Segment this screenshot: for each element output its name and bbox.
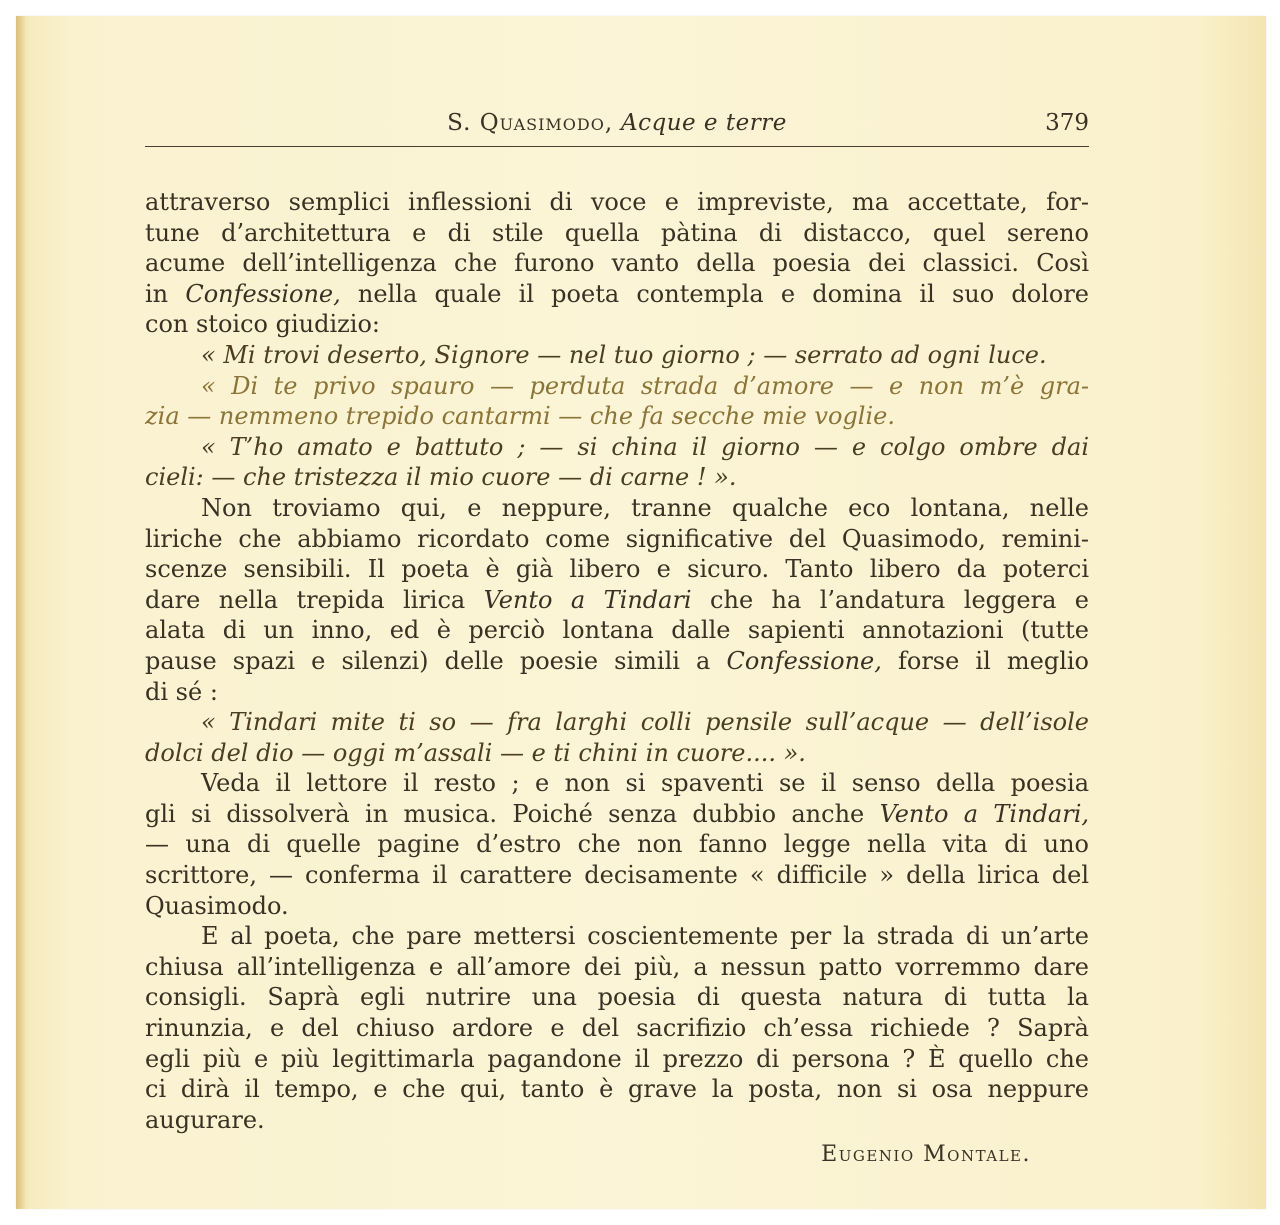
text-line: Non troviamo qui, e neppure, tranne qualche eco lontana, nelle (201, 493, 1089, 522)
author-signature: Eugenio Montale. (821, 1142, 1031, 1167)
work-title-vento-a-tindari: Vento a Tindari, (879, 799, 1089, 828)
text-run: gli si dissolverà in musica. Poiché senza dubbio anche (145, 799, 880, 828)
text-line: chiusa all’intelligenza e all’amore dei più, a nessun patto vorremmo dare (145, 952, 1089, 981)
text-run: pause spazi e silenzi) delle poesie simili a (145, 646, 727, 675)
text-line: augurare. (145, 1105, 265, 1134)
text-line: con stoico giudizio: (145, 310, 380, 339)
verse-line: dolci del dio — oggi m’assali — e ti chini in cuore.... ». (145, 738, 806, 767)
text-line: attraverso semplici inflessioni di voce e impreviste, ma accettate, for- (145, 188, 1089, 216)
text-line: consigli. Saprà egli nutrire una poesia di questa natura di tutta la (145, 983, 1089, 1012)
text-line: — una di quelle pagine d’estro che non fanno legge nella vita di uno (145, 830, 1089, 859)
text-line: Veda il lettore il resto ; e non si spaventi se il senso della poesia (201, 769, 1089, 798)
text-run: che ha l’andatura leggera e (691, 585, 1089, 614)
text-line: tune d’architettura e di stile quella pàtina di distacco, quel sereno (145, 218, 1089, 247)
running-work-title: Acque e terre (620, 110, 787, 136)
text-run: dare nella trepida lirica (145, 585, 484, 614)
text-run: forse il meglio (881, 646, 1090, 675)
text-line: alata di un inno, ed è perciò lontana dalle sapienti annotazioni (tutte (145, 616, 1089, 645)
text-line: scenze sensibili. Il poeta è già libero e sicuro. Tanto libero da poterci (145, 555, 1089, 584)
text-line: acume dell’intelligenza che furono vanto della poesia dei classici. Così (145, 249, 1089, 278)
verse-line: « Tindari mite ti so — fra larghi colli pensile sull’acque — dell’isole (201, 708, 1089, 737)
text-run: in (145, 279, 186, 308)
text-line: ci dirà il tempo, e che qui, tanto è grave la posta, non si osa neppure (145, 1075, 1089, 1104)
verse-line: « Di te privo spauro — perduta strada d’amore — e non m’è gra- (201, 371, 1089, 400)
work-title-confessione: Confessione, (726, 646, 882, 675)
work-title-confessione: Confessione, (185, 279, 341, 308)
text-line: di sé : (145, 677, 218, 706)
text-line (145, 799, 1089, 830)
running-head (145, 100, 1089, 147)
text-line: E al poeta, che pare mettersi coscientemente per la strada di un’arte (201, 922, 1089, 951)
text-run: nella quale il poeta contempla e domina il suo dolore (340, 279, 1089, 308)
text-line: rinunzia, e del chiuso ardore e del sacrifizio ch’essa richiede ? Saprà (145, 1014, 1089, 1043)
book-page (145, 100, 1090, 1167)
verse-line: « Mi trovi deserto, Signore — nel tuo giorno ; — serrato ad ogni luce. (201, 340, 1047, 369)
text-line (145, 279, 1089, 310)
running-author: S. Quasimodo, (447, 110, 614, 136)
running-title (145, 110, 1089, 136)
verse-line: « T’ho amato e battuto ; — si china il giorno — e colgo ombre dai (201, 432, 1089, 461)
verse-line: zia — nemmeno trepido cantarmi — che fa secche mie voglie. (145, 402, 895, 431)
text-line (145, 646, 1089, 677)
body-text (145, 187, 1089, 1135)
work-title-vento-a-tindari: Vento a Tindari (483, 585, 692, 614)
text-line (145, 585, 1089, 616)
verse-line: cieli: — che tristezza il mio cuore — di carne ! ». (145, 463, 737, 492)
page-gutter-shadow (16, 16, 26, 1209)
text-line: liriche che abbiamo ricordato come significative del Quasimodo, remini- (145, 524, 1089, 553)
text-line: Quasimodo. (145, 891, 289, 920)
page-number: 379 (1045, 110, 1089, 136)
text-line: egli più e più legittimarla pagandone il prezzo di persona ? È quello che (145, 1044, 1089, 1073)
text-line: scrittore, — conferma il carattere decisamente « difficile » della lirica del (145, 861, 1089, 890)
